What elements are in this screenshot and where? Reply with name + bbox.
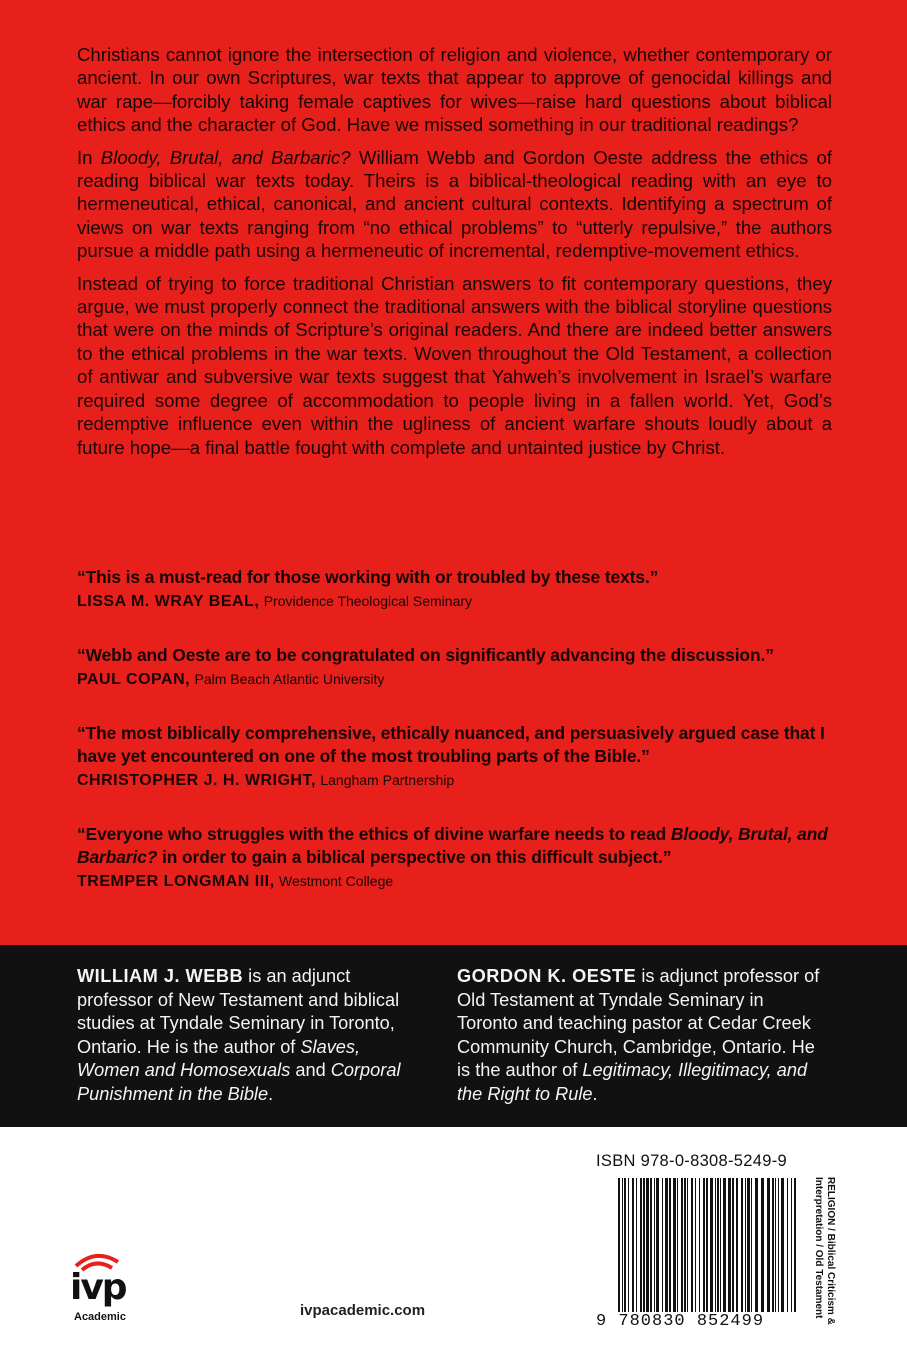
barcode-bar bbox=[736, 1178, 738, 1312]
barcode-bar bbox=[710, 1178, 713, 1312]
barcode-bar bbox=[632, 1178, 634, 1312]
barcode-bar bbox=[640, 1178, 642, 1312]
endorser-institution: Langham Partnership bbox=[320, 772, 455, 788]
author-bios-panel bbox=[0, 945, 907, 1127]
endorsement-attribution bbox=[77, 772, 837, 790]
endorser-name: CHRISTOPHER J. H. WRIGHT, bbox=[77, 772, 316, 789]
barcode-bar bbox=[772, 1178, 774, 1312]
barcode-bar bbox=[794, 1178, 796, 1312]
barcode-bar bbox=[656, 1178, 659, 1312]
barcode-bar bbox=[741, 1178, 743, 1312]
barcode-bar bbox=[775, 1178, 776, 1312]
barcode-bar bbox=[673, 1178, 676, 1312]
publisher-url: ivpacademic.com bbox=[300, 1302, 426, 1319]
barcode-bar bbox=[622, 1178, 623, 1312]
barcode bbox=[618, 1178, 800, 1312]
barcode-bar bbox=[646, 1178, 649, 1312]
description-paragraph-1: Christians cannot ignore the intersection of religion and violence, whether contemporary or ancient. In our own Scriptures, war texts that appear to approve of genocidal killings and war rape—forcibly taking female captives for wives—raise hard questions about biblical ethics and the character of God. Have we missed something in our traditional readings? bbox=[77, 44, 832, 136]
barcode-bar bbox=[636, 1178, 637, 1312]
endorsement-quote: “This is a must-read for those working with or troubled by these texts.” bbox=[77, 567, 659, 587]
endorsements bbox=[77, 566, 837, 924]
author-bio-oeste: GORDON K. OESTE is adjunct professor of Old Testament at Tyndale Seminary in Toronto and teaching pastor at Cedar Creek Community Church, Cambridge, Ontario. He is the author of Legitimacy, Illegitimacy, and the Right to Rule. bbox=[457, 966, 820, 1104]
barcode-bar bbox=[703, 1178, 705, 1312]
barcode-bar bbox=[720, 1178, 721, 1312]
barcode-bar bbox=[778, 1178, 779, 1312]
barcode-bar bbox=[715, 1178, 716, 1312]
endorsement bbox=[77, 566, 837, 611]
barcode-bar bbox=[662, 1178, 663, 1312]
isbn-label: ISBN 978-0-8308-5249-9 bbox=[596, 1152, 787, 1170]
author-bio-webb: WILLIAM J. WEBB is an adjunct professor of New Testament and biblical studies at Tyndale Seminary in Toronto, Ontario. He is the author of Slaves, Women and Homosexuals and Corporal Punishment in the Bible. bbox=[77, 966, 401, 1104]
barcode-bar bbox=[747, 1178, 750, 1312]
author-name: GORDON K. OESTE bbox=[457, 966, 637, 986]
barcode-bar bbox=[665, 1178, 668, 1312]
endorsement-quote: “Everyone who struggles with the ethics of divine warfare needs to read Bloody, Brutal, and Barbaric? in order to gain a biblical perspective on this difficult subject.” bbox=[77, 824, 828, 867]
endorsement-attribution bbox=[77, 671, 837, 689]
barcode-digits: 9 780830 852499 bbox=[596, 1312, 765, 1331]
logo-wordmark: ivp bbox=[70, 1267, 126, 1308]
barcode-bar bbox=[643, 1178, 645, 1312]
endorsement bbox=[77, 722, 837, 790]
book-title: Bloody, Brutal, and Barbaric? bbox=[77, 824, 828, 867]
logo-subtitle: Academic bbox=[74, 1311, 126, 1323]
barcode-bar bbox=[650, 1178, 652, 1312]
barcode-bar bbox=[687, 1178, 688, 1312]
barcode-bar bbox=[691, 1178, 693, 1312]
barcode-bar bbox=[628, 1178, 629, 1312]
endorser-institution: Westmont College bbox=[279, 873, 394, 889]
description-paragraph-3: Instead of trying to force traditional Christian answers to fit contemporary questions, they argue, we must properly connect the traditional answers with the biblical storyline questions that were on the minds of Scripture’s original readers. And there are indeed better answers to the ethical problems in the war texts. Woven throughout the Old Testament, a collection of antiwar and subversive war texts suggest that Yahweh’s involvement in Israel’s warfare required some degree of accommodation to people living in a fallen world. Yet, God’s redemptive influence even within the ugliness of ancient warfare shouts loudly about a future hope—a final battle fought with complete and untainted justice by Christ. bbox=[77, 272, 832, 458]
endorsement-attribution bbox=[77, 873, 837, 891]
barcode-bar bbox=[767, 1178, 770, 1312]
barcode-bar bbox=[755, 1178, 758, 1312]
endorser-name: PAUL COPAN, bbox=[77, 671, 191, 688]
publisher-logo bbox=[70, 1248, 145, 1328]
barcode-bar bbox=[677, 1178, 678, 1312]
barcode-bar bbox=[695, 1178, 696, 1312]
barcode-bar bbox=[669, 1178, 671, 1312]
book-description bbox=[77, 43, 832, 468]
author-book: Corporal Punishment in the Bible bbox=[77, 1060, 401, 1104]
endorser-name: LISSA M. WRAY BEAL, bbox=[77, 593, 260, 610]
barcode-bar bbox=[618, 1178, 620, 1312]
endorsement bbox=[77, 644, 837, 689]
barcode-bar bbox=[681, 1178, 683, 1312]
author-name: WILLIAM J. WEBB bbox=[77, 966, 244, 986]
barcode-bar bbox=[791, 1178, 792, 1312]
barcode-bar bbox=[781, 1178, 784, 1312]
barcode-bar bbox=[751, 1178, 752, 1312]
barcode-bar bbox=[699, 1178, 700, 1312]
description-paragraph-2: In Bloody, Brutal, and Barbaric? William Webb and Gordon Oeste address the ethics of reading biblical war texts today. Theirs is a biblical-theological reading with an eye to hermeneutical, ethical, canonical, and ancient cultural contexts. Identifying a spectrum of views on war texts ranging from “no ethical problems” to “utterly repulsive,” the authors pursue a middle path using a hermeneutic of incremental, redemptive-movement ethics. bbox=[77, 146, 833, 262]
author-book: Slaves, Women and Homosexuals bbox=[77, 1036, 361, 1080]
barcode-bar bbox=[761, 1178, 764, 1312]
endorsement-attribution bbox=[77, 593, 837, 611]
barcode-bar bbox=[684, 1178, 686, 1312]
endorser-institution: Palm Beach Atlantic University bbox=[194, 671, 385, 687]
barcode-bar bbox=[624, 1178, 626, 1312]
barcode-bar bbox=[706, 1178, 708, 1312]
barcode-bar bbox=[787, 1178, 788, 1312]
bisac-category: RELIGION / Biblical Criticism & Interpretation / Old Testament bbox=[813, 1177, 836, 1325]
barcode-bar bbox=[717, 1178, 719, 1312]
endorser-institution: Providence Theological Seminary bbox=[263, 593, 473, 609]
endorsement bbox=[77, 823, 837, 891]
book-title: Bloody, Brutal, and Barbaric? bbox=[100, 146, 351, 168]
endorser-name: TREMPER LONGMAN III, bbox=[77, 873, 275, 890]
endorsement-quote: “Webb and Oeste are to be congratulated on significantly advancing the discussion.” bbox=[77, 645, 774, 665]
barcode-bar bbox=[732, 1178, 734, 1312]
author-book: Legitimacy, Illegitimacy, and the Right to Rule bbox=[457, 1060, 808, 1104]
barcode-bar bbox=[745, 1178, 746, 1312]
barcode-bar bbox=[654, 1178, 655, 1312]
barcode-bar bbox=[723, 1178, 726, 1312]
endorsement-quote: “The most biblically comprehensive, ethically nuanced, and persuasively argued case that I have yet encountered on one of the most troubling parts of the Bible.” bbox=[77, 723, 825, 766]
barcode-bar bbox=[728, 1178, 731, 1312]
